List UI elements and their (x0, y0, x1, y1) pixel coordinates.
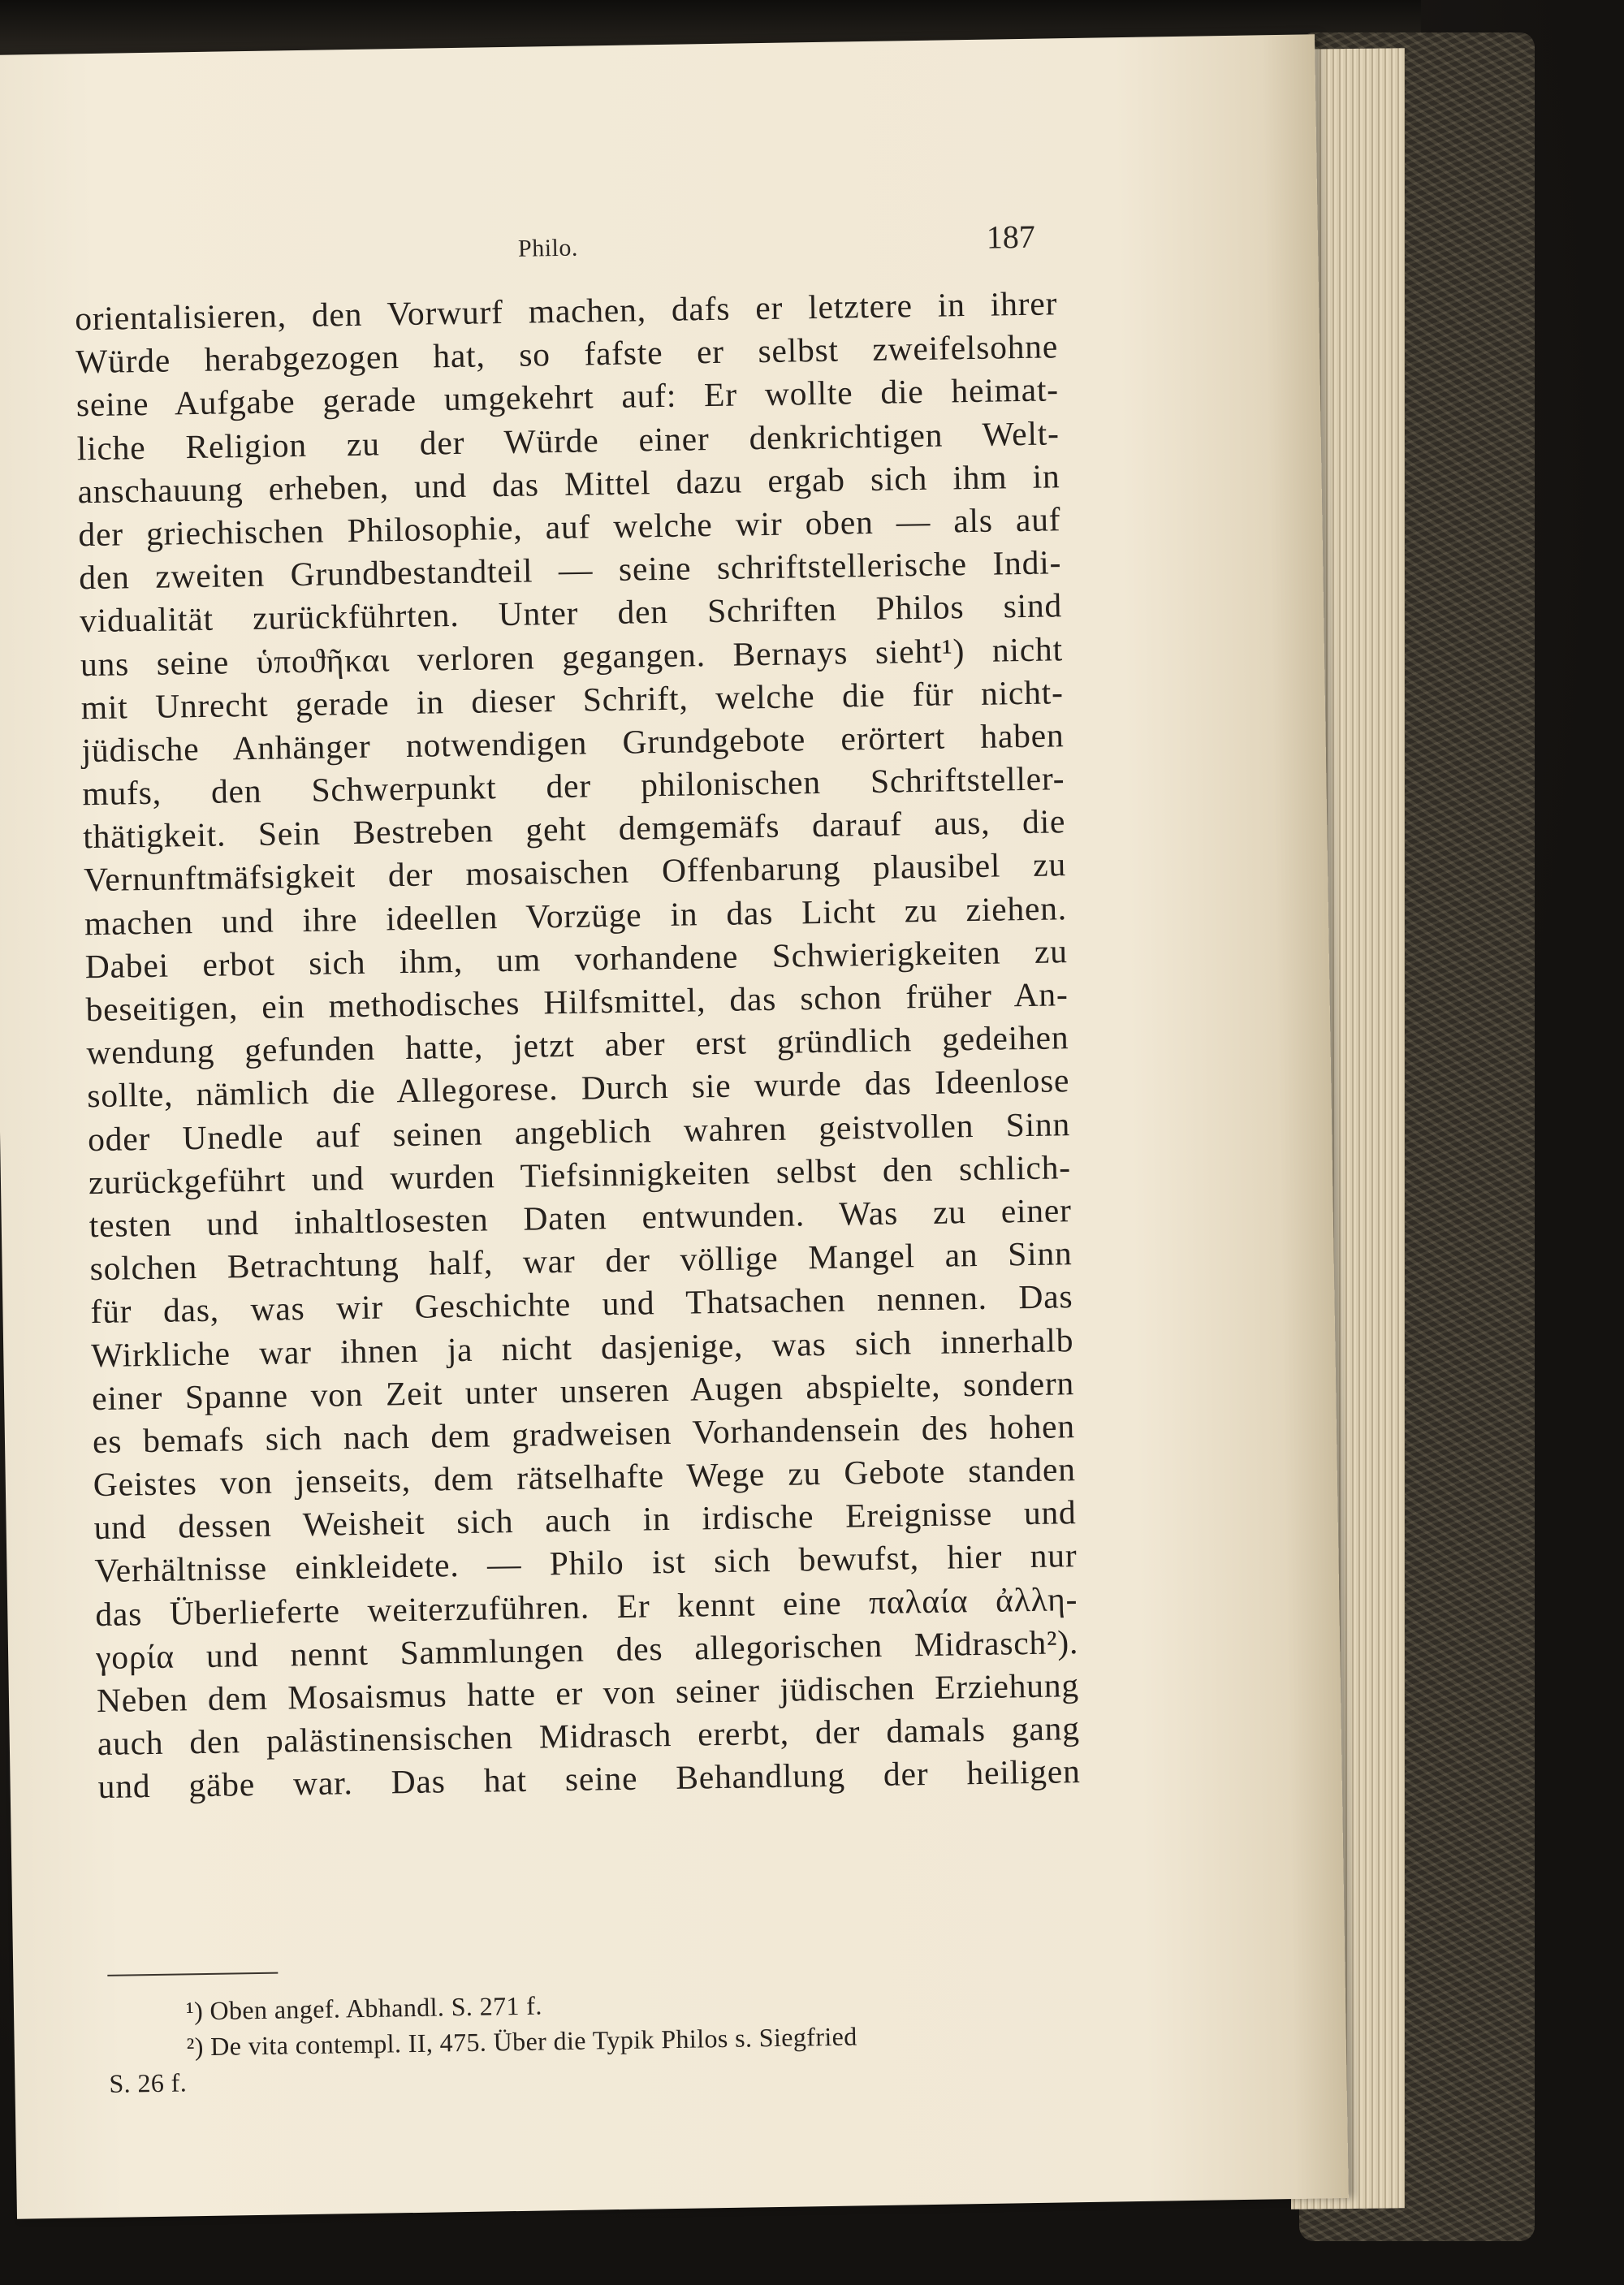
running-head-title: Philo. (517, 234, 579, 262)
text-line: mufs, den Schwerpunkt der philonischen Schriftsteller- (82, 759, 1065, 813)
text-line: Neben dem Mosaismus hatte er von seiner jüdischen Erziehung (96, 1666, 1080, 1720)
footnote-2: ²) De vita contempl. II, 475. Über die Typik Philos s. Siegfried (186, 2021, 857, 2062)
text-line: für das, was wir Geschichte und Thatsachen nennen. Das (90, 1277, 1073, 1331)
text-line: Geistes von jenseits, dem rätselhafte Wege zu Gebote standen (93, 1450, 1077, 1504)
text-line: oder Unedle auf seinen angeblich wahren geistvollen Sinn (87, 1104, 1071, 1158)
text-line: thätigkeit. Sein Bestreben geht demgemäfs darauf aus, die (82, 802, 1066, 856)
footnote-rule (107, 1972, 278, 1976)
text-line: auch den palästinensischen Midrasch ererbt, der damals gang (97, 1709, 1081, 1763)
text-line: machen und ihre ideellen Vorzüge in das Licht zu ziehen. (84, 888, 1068, 942)
text-line: testen und inhaltlosesten Daten entwunden. Was zu einer (89, 1191, 1073, 1245)
text-line: γορία und nennt Sammlungen des allegorischen Midrasch²). (95, 1622, 1079, 1676)
body-text (75, 282, 1081, 1808)
text-line: Würde herabgezogen hat, so fafste er selbst zweifelsohne (75, 327, 1059, 381)
text-line: Verhältnisse einkleidete. — Philo ist sich bewufst, hier nur (94, 1536, 1078, 1590)
text-line: uns seine ὑποϑῆκαι verloren gegangen. Bernays sieht¹) nicht (80, 629, 1064, 683)
footnote-1: ¹) Oben angef. Abhandl. S. 271 f. (185, 1990, 542, 2026)
text-line: liche Religion zu der Würde einer denkrichtigen Welt- (76, 413, 1060, 467)
text-line: mit Unrecht gerade in dieser Schrift, welche die für nicht- (80, 672, 1065, 726)
page-number: 187 (986, 218, 1036, 256)
text-line: der griechischen Philosophie, auf welche wir oben — als auf (78, 500, 1061, 554)
text-line: zurückgeführt und wurden Tiefsinnigkeiten selbst den schlich- (88, 1147, 1072, 1201)
footnotes (108, 1979, 1084, 2101)
running-head (0, 211, 1318, 281)
text-line: den zweiten Grundbestandteil — seine schriftstellerische Indi- (78, 543, 1062, 597)
text-line: anschauung erheben, und das Mittel dazu ergab sich ihm in (77, 457, 1060, 511)
text-line: wendung gefunden hatte, jetzt aber erst gründlich gedeihen (86, 1018, 1069, 1072)
text-line: Wirkliche war ihnen ja nicht dasjenige, was sich innerhalb (90, 1320, 1074, 1374)
text-line: Dabei erbot sich ihm, um vorhandene Schwierigkeiten zu (84, 932, 1069, 986)
text-line: und gäbe war. Das hat seine Behandlung der heiligen (97, 1752, 1081, 1806)
text-line: seine Aufgabe gerade umgekehrt auf: Er wollte die heimat- (76, 370, 1060, 424)
text-line: es bemafs sich nach dem gradweisen Vorhandensein des hohen (92, 1407, 1076, 1461)
text-line: sollte, nämlich die Allegorese. Durch sie wurde das Ideenlose (86, 1061, 1070, 1115)
text-line: vidualität zurückführten. Unter den Schriften Philos sind (79, 586, 1063, 640)
text-line: und dessen Weisheit sich auch in irdische Ereignisse und (93, 1493, 1077, 1547)
text-line: orientalisieren, den Vorwurf machen, dafs er letztere in ihrer (74, 284, 1058, 338)
text-line: das Überlieferte weiterzuführen. Er kennt eine παλαία ἀλλη- (94, 1579, 1078, 1633)
book-page (0, 34, 1349, 2218)
text-line: Vernunftmäfsigkeit der mosaischen Offenbarung plausibel zu (83, 845, 1067, 899)
text-line: solchen Betrachtung half, war der völlige Mangel an Sinn (89, 1234, 1073, 1288)
text-line: einer Spanne von Zeit unter unseren Augen abspielte, sondern (91, 1363, 1075, 1417)
footnote-2-continued: S. 26 f. (109, 2067, 188, 2098)
text-line: beseitigen, ein methodisches Hilfsmittel, das schon früher An- (85, 975, 1069, 1029)
text-line: jüdische Anhänger notwendigen Grundgebote erörtert haben (81, 716, 1065, 770)
